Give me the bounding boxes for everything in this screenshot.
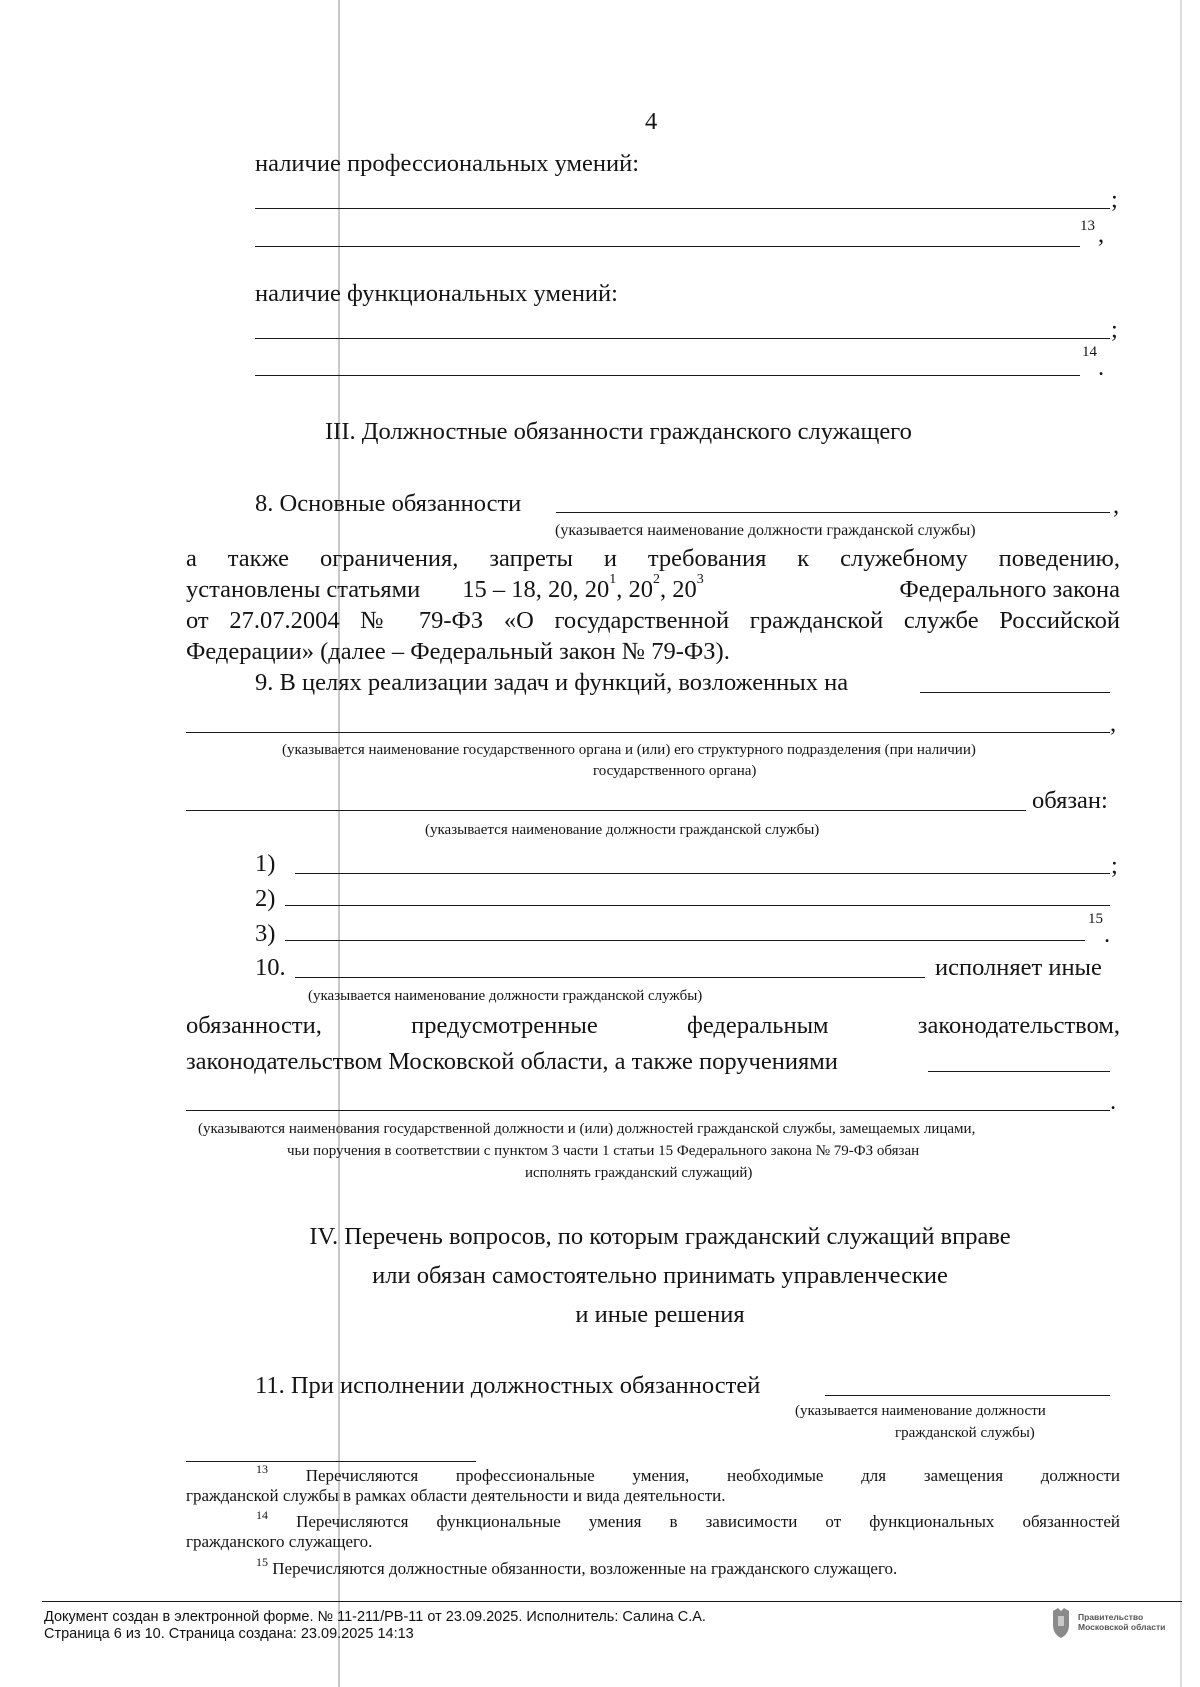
fill-line — [255, 208, 1110, 209]
p10-line-2: обязанности, предусмотренные федеральным законодательством, — [186, 1012, 1120, 1039]
item-3-label: 3) — [255, 920, 276, 947]
stamp-line-1: Правительство — [1078, 1612, 1144, 1622]
footnote-13 — [186, 1462, 1120, 1506]
footnote-15 — [256, 1555, 898, 1579]
p8-line-2-b: 15 – 18, 20, 20 — [462, 576, 610, 603]
fill-line — [255, 375, 1080, 376]
hint-org-2: государственного органа) — [593, 763, 757, 779]
fill-line — [295, 873, 1110, 874]
hint-position-2: гражданской службы) — [895, 1425, 1035, 1441]
p10-line-3: законодательством Московской области, а также поручениями — [186, 1048, 838, 1075]
section-4-title-2: или обязан самостоятельно принимать управленческие — [372, 1262, 948, 1289]
page-footer-separator — [42, 1601, 1182, 1602]
government-stamp-text — [1078, 1612, 1165, 1632]
sup-3: 3 — [696, 572, 704, 587]
p8-line-4: Федерации» (далее – Федеральный закон № 79-ФЗ). — [186, 638, 730, 665]
punct-period: . — [1104, 921, 1111, 948]
hint-orders-1: (указываются наименования государственной должности и (или) должностей гражданской службы, замещаемых лицами, — [198, 1121, 976, 1137]
section-4-title-1: IV. Перечень вопросов, по которым гражданский служащий вправе — [309, 1223, 1011, 1250]
p8-line-2 — [186, 572, 1120, 604]
hint-position: (указывается наименование должности гражданской службы) — [425, 822, 820, 838]
p11-prefix: 11. При исполнении должностных обязанностей — [255, 1372, 761, 1399]
professional-skills-label: наличие профессиональных умений: — [255, 150, 640, 177]
footnote-ref-15: 15 — [1088, 911, 1103, 927]
p8-line-3: от 27.07.2004 № 79-ФЗ «О государственной гражданской службе Российской — [186, 607, 1120, 634]
fill-line — [825, 1395, 1110, 1396]
fill-line — [928, 1071, 1110, 1072]
punct-semicolon: ; — [1111, 186, 1118, 213]
fill-line — [186, 732, 1110, 733]
item-2-label: 2) — [255, 885, 276, 912]
p10-tail: исполняет иные — [935, 954, 1102, 981]
p8-line-2-a: установлены статьями — [186, 576, 421, 603]
fill-line — [255, 246, 1080, 247]
p9-prefix: 9. В целях реализации задач и функций, возложенных на — [255, 669, 849, 696]
footnote-separator — [186, 1461, 476, 1462]
obliged-label: обязан: — [1032, 787, 1108, 814]
fill-line — [186, 1110, 1110, 1111]
punct-period: . — [1110, 1088, 1117, 1115]
p8-prefix: 8. Основные обязанности — [255, 490, 522, 517]
footnote-14-line-1: Перечисляются функциональные умения в зависимости от функциональных обязанностей — [296, 1512, 1120, 1531]
footnote-13-line-1: Перечисляются профессиональные умения, необходимые для замещения должности — [305, 1466, 1120, 1485]
hint-position: (указывается наименование должности гражданской службы) — [308, 988, 703, 1004]
footnote-13-number: 13 — [256, 1462, 268, 1476]
page-number: 4 — [645, 108, 658, 135]
footnote-15-line-1: Перечисляются должностные обязанности, возложенные на гражданского служащего. — [272, 1559, 898, 1578]
fill-line — [295, 977, 925, 978]
page-footer-line-2: Страница 6 из 10. Страница создана: 23.09.2025 14:13 — [44, 1626, 414, 1642]
punct-period: . — [1098, 354, 1105, 381]
fill-line — [285, 905, 1110, 906]
punct-semicolon: ; — [1111, 316, 1118, 343]
sep-1: , 20 — [616, 576, 654, 603]
footnote-ref-13: 13 — [1080, 218, 1095, 234]
fill-line — [186, 810, 1026, 811]
stamp-line-2: Московской области — [1078, 1622, 1166, 1632]
sup-2: 2 — [653, 572, 661, 587]
punct-comma: , — [1113, 492, 1120, 519]
punct-semicolon: ; — [1111, 852, 1118, 879]
footnote-15-number: 15 — [256, 1555, 268, 1569]
fill-line — [920, 692, 1110, 693]
hint-orders-2: чьи поручения в соответствии с пунктом 3 части 1 статьи 15 Федерального закона № 79-ФЗ обязан — [287, 1143, 920, 1159]
fill-line — [285, 940, 1085, 941]
scan-fold-line — [338, 0, 340, 1687]
item-1-label: 1) — [255, 850, 276, 877]
hint-org-1: (указывается наименование государственного органа и (или) его структурного подразделения (при наличии) — [282, 742, 976, 758]
hint-position-1: (указывается наименование должности — [795, 1403, 1046, 1419]
fill-line — [556, 512, 1110, 513]
government-emblem-icon — [1050, 1607, 1072, 1639]
footnote-14 — [186, 1508, 1120, 1552]
p10-number: 10. — [255, 954, 286, 981]
hint-position: (указывается наименование должности гражданской службы) — [555, 522, 976, 539]
sup-1: 1 — [609, 572, 617, 587]
section-3-title: III. Должностные обязанности гражданского служащего — [325, 418, 912, 445]
functional-skills-label: наличие функциональных умений: — [255, 280, 618, 307]
footnote-13-line-2: гражданской службы в рамках области деятельности и вида деятельности. — [186, 1486, 726, 1505]
footnote-ref-14: 14 — [1082, 344, 1097, 360]
section-4-title-3: и иные решения — [575, 1301, 745, 1328]
footnote-14-line-2: гражданского служащего. — [186, 1532, 373, 1551]
fill-line — [255, 338, 1110, 339]
footnote-14-number: 14 — [256, 1508, 268, 1522]
p8-line-2-c: Федерального закона — [899, 576, 1120, 603]
p8-line-1: а также ограничения, запреты и требования к служебному поведению, — [186, 545, 1120, 572]
scan-edge-line — [1180, 0, 1182, 1687]
punct-comma: , — [1110, 710, 1117, 737]
punct-comma: , — [1098, 221, 1105, 248]
hint-orders-3: исполнять гражданский служащий) — [525, 1165, 753, 1181]
page-footer-line-1: Документ создан в электронной форме. № 11-211/РВ-11 от 23.09.2025. Исполнитель: Салина С.А. — [44, 1609, 706, 1625]
sep-2: , 20 — [660, 576, 697, 603]
